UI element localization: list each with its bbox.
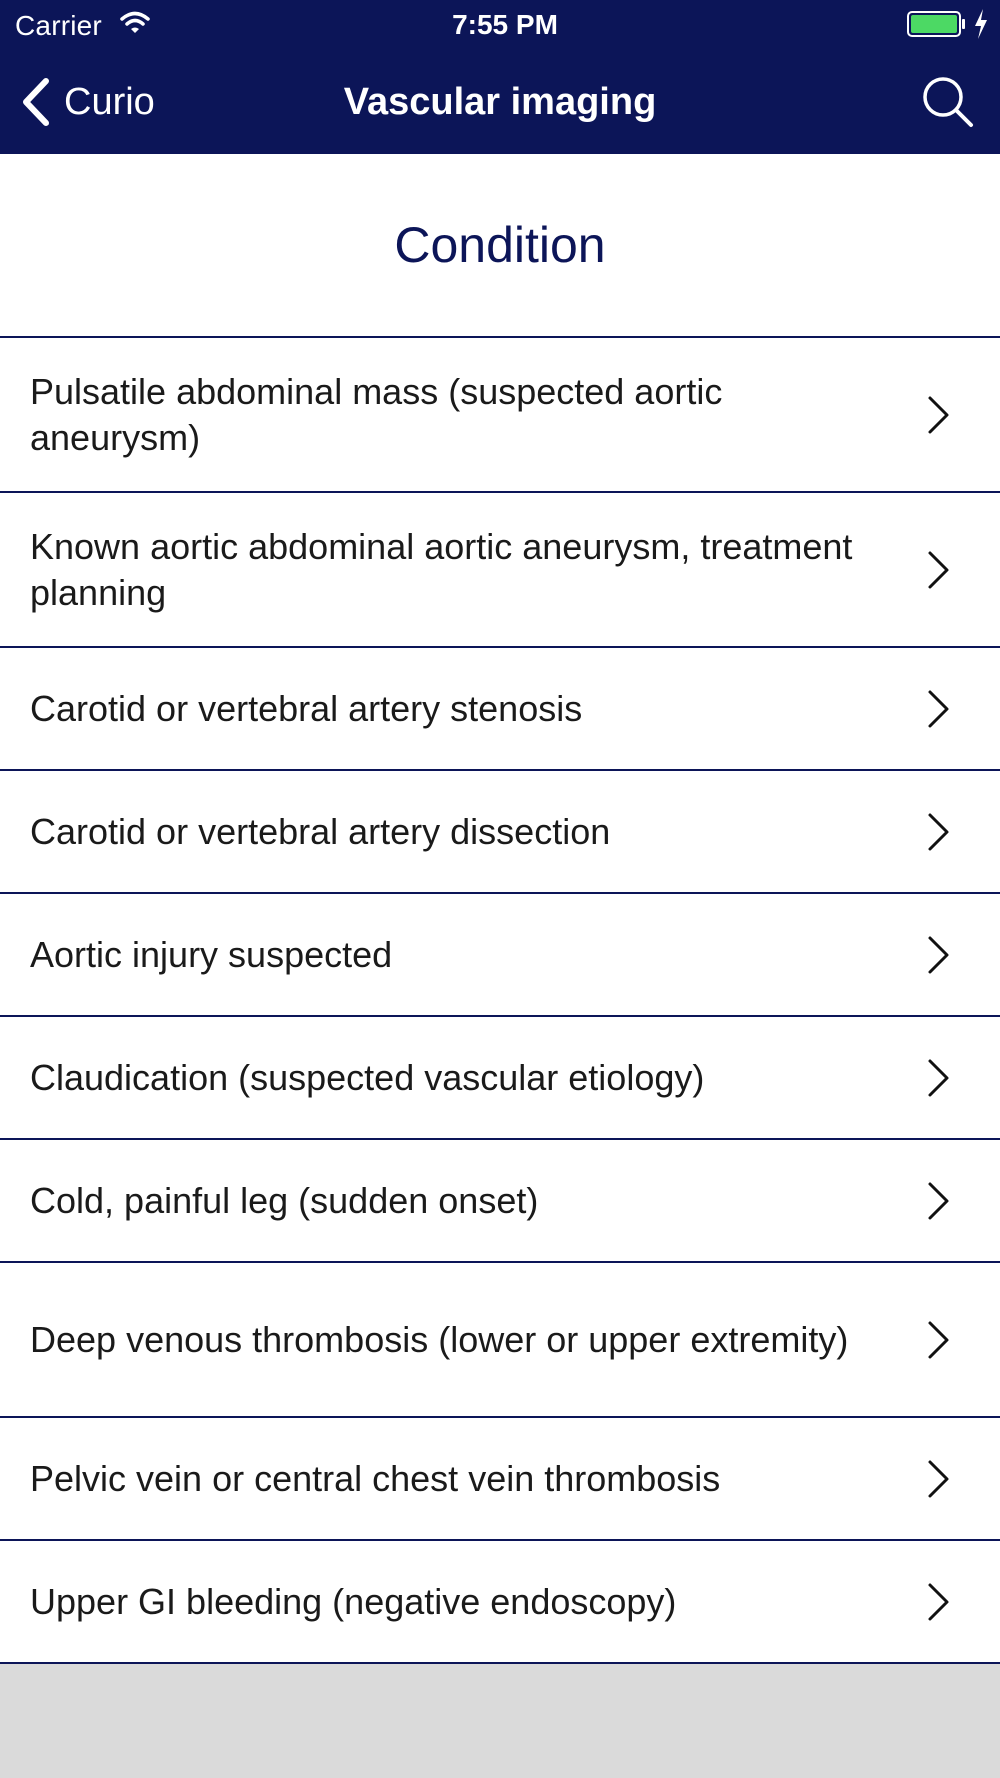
- chevron-right-icon: [926, 811, 952, 853]
- list-item[interactable]: [0, 894, 1000, 1017]
- list-item[interactable]: [0, 771, 1000, 894]
- list-item-label: Pulsatile abdominal mass (suspected aortic aneurysm): [30, 370, 723, 458]
- chevron-right-icon: [926, 394, 952, 436]
- list-item-label: Known aortic abdominal aortic aneurysm, treatment planning: [30, 525, 853, 613]
- chevron-right-icon: [926, 1319, 952, 1361]
- chevron-right-icon: [926, 549, 952, 591]
- list-item-label: Carotid or vertebral artery dissection: [30, 810, 611, 852]
- top-bar: [0, 0, 1000, 154]
- chevron-right-icon: [926, 1458, 952, 1500]
- charging-bolt-icon: [972, 8, 990, 40]
- list-item[interactable]: [0, 1263, 1000, 1418]
- back-label: Curio: [64, 81, 155, 123]
- search-icon[interactable]: [920, 74, 976, 130]
- status-time: 7:55 PM: [452, 9, 558, 40]
- list-item-label: Pelvic vein or central chest vein thrombosis: [30, 1457, 721, 1499]
- list-item-label: Upper GI bleeding (negative endoscopy): [30, 1580, 677, 1622]
- list-item[interactable]: [0, 1418, 1000, 1541]
- chevron-right-icon: [926, 688, 952, 730]
- page-title: Vascular imaging: [343, 81, 657, 123]
- list-item-label: Cold, painful leg (sudden onset): [30, 1179, 539, 1221]
- condition-list: [0, 154, 1000, 1664]
- battery-icon: [907, 11, 967, 37]
- section-title: Condition: [0, 154, 1000, 338]
- chevron-right-icon: [926, 1581, 952, 1623]
- chevron-right-icon: [926, 1180, 952, 1222]
- list-item[interactable]: [0, 493, 1000, 648]
- navigation-bar: [0, 50, 1000, 154]
- carrier-label: Carrier: [15, 10, 102, 41]
- list-item-label: Aortic injury suspected: [30, 933, 393, 975]
- list-item[interactable]: [0, 338, 1000, 493]
- list-item[interactable]: [0, 1140, 1000, 1263]
- list-item[interactable]: [0, 1017, 1000, 1140]
- chevron-right-icon: [926, 934, 952, 976]
- list-item[interactable]: [0, 648, 1000, 771]
- list-item-label: Deep venous thrombosis (lower or upper extremity): [30, 1318, 849, 1360]
- chevron-right-icon: [926, 1057, 952, 1099]
- list-item[interactable]: [0, 1541, 1000, 1664]
- list-item-label: Carotid or vertebral artery stenosis: [30, 687, 583, 729]
- list-item-label: Claudication (suspected vascular etiology): [30, 1056, 705, 1098]
- status-bar: [0, 0, 1000, 50]
